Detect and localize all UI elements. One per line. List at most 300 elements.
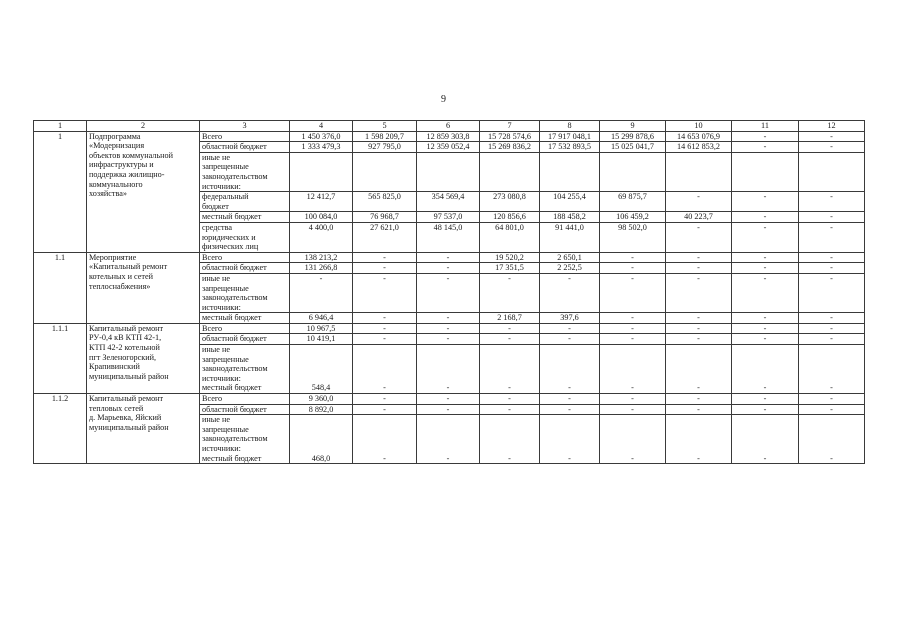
value-cell xyxy=(732,152,799,191)
value-cell xyxy=(732,273,799,312)
funding-source xyxy=(200,345,290,394)
cell-value: 40 223,7 xyxy=(684,212,713,222)
value-cell xyxy=(666,212,732,223)
text-line: иные не xyxy=(202,415,230,425)
cell-value: - xyxy=(383,263,386,273)
value-cell xyxy=(600,131,666,142)
value-cell xyxy=(417,252,480,263)
value-cell xyxy=(353,142,417,153)
cell-value: - xyxy=(446,263,450,273)
cell-value: - xyxy=(508,383,511,393)
cell-value: 76 968,7 xyxy=(370,212,399,222)
text-line: источники: xyxy=(202,181,241,191)
value-cell xyxy=(417,152,480,191)
value-cell xyxy=(600,394,666,405)
cell-value xyxy=(542,153,597,163)
cell-value: - xyxy=(446,394,450,404)
value-cell xyxy=(417,394,480,405)
cell-value: - xyxy=(383,404,386,414)
row-number: 1 xyxy=(34,131,87,252)
cell-value: - xyxy=(830,323,833,333)
value-cell xyxy=(666,192,732,212)
cell-value: - xyxy=(697,383,700,393)
value-cell xyxy=(290,313,353,324)
cell-value: - xyxy=(446,453,450,463)
cell-value: - xyxy=(631,323,634,333)
value-cell xyxy=(540,313,600,324)
text-line: областной бюджет xyxy=(202,404,267,414)
funding-source xyxy=(200,415,290,464)
cell-value: - xyxy=(631,383,634,393)
budget-table xyxy=(33,120,865,464)
cell-value xyxy=(734,153,796,163)
value-cell xyxy=(600,212,666,223)
value-cell xyxy=(600,142,666,153)
text-line: «Капитальный ремонт xyxy=(89,262,168,272)
cell-value: - xyxy=(830,192,833,202)
value-cell xyxy=(290,192,353,212)
cell-value: - xyxy=(830,142,833,152)
text-line: Всего xyxy=(202,252,223,262)
cell-value: - xyxy=(508,394,511,404)
value-cell xyxy=(480,334,540,345)
value-cell xyxy=(540,404,600,415)
cell-value: - xyxy=(763,131,767,141)
cell-value: - xyxy=(830,131,833,141)
cell-value: 15 728 574,6 xyxy=(488,131,531,141)
value-cell xyxy=(540,142,600,153)
cell-value: - xyxy=(830,394,833,404)
funding-source xyxy=(200,142,290,153)
program-name xyxy=(87,394,200,464)
cell-value: - xyxy=(763,404,767,414)
cell-value: - xyxy=(446,273,450,283)
value-cell xyxy=(799,212,865,223)
text-line: теплоснабжения» xyxy=(89,281,151,291)
text-line: источники: xyxy=(202,444,241,453)
value-cell xyxy=(799,345,865,394)
funding-source xyxy=(200,252,290,263)
value-cell xyxy=(290,263,353,274)
column-header: 9 xyxy=(600,121,666,132)
text-line: хозяйства» xyxy=(89,189,127,199)
text-line: инфраструктуры и xyxy=(89,160,154,170)
value-cell xyxy=(540,273,600,312)
cell-value: - xyxy=(508,323,511,333)
value-cell xyxy=(732,131,799,142)
cell-value: 138 213,2 xyxy=(304,252,338,262)
cell-value: 273 080,8 xyxy=(493,192,526,202)
value-cell xyxy=(799,415,865,464)
cell-value: 97 537,0 xyxy=(433,212,463,222)
value-cell xyxy=(600,415,666,464)
value-cell xyxy=(480,415,540,464)
value-cell xyxy=(666,263,732,274)
value-cell xyxy=(799,192,865,212)
cell-value: - xyxy=(697,323,700,333)
header-row xyxy=(34,121,865,132)
value-cell xyxy=(290,222,353,252)
value-cell xyxy=(666,323,732,334)
value-cell xyxy=(600,263,666,274)
text-line: областной бюджет xyxy=(202,263,267,273)
value-cell xyxy=(290,323,353,334)
cell-value: 2 252,5 xyxy=(557,263,582,273)
value-cell xyxy=(480,394,540,405)
cell-value: - xyxy=(568,334,571,344)
value-cell xyxy=(353,404,417,415)
cell-value: - xyxy=(697,222,700,232)
column-header: 2 xyxy=(87,121,200,132)
text-line: Всего xyxy=(202,131,223,141)
cell-value: - xyxy=(383,394,386,404)
value-cell xyxy=(540,345,600,394)
text-line: иные не xyxy=(202,273,230,283)
cell-value: 15 025 041,7 xyxy=(611,142,654,152)
cell-value: 19 520,2 xyxy=(495,252,524,262)
value-cell xyxy=(799,273,865,312)
cell-value: - xyxy=(830,263,833,273)
cell-value: 17 532 893,5 xyxy=(548,142,591,152)
cell-value: - xyxy=(830,334,833,344)
cell-value: - xyxy=(383,273,386,283)
value-cell xyxy=(353,394,417,405)
text-line: местный бюджет xyxy=(202,212,262,222)
cell-value: - xyxy=(631,453,634,463)
cell-value xyxy=(482,153,537,163)
cell-value: 17 351,5 xyxy=(495,263,524,273)
value-cell xyxy=(600,273,666,312)
funding-source xyxy=(200,394,290,405)
funding-source xyxy=(200,192,290,212)
value-cell xyxy=(600,334,666,345)
cell-value: 8 892,0 xyxy=(308,404,334,414)
value-cell xyxy=(799,313,865,324)
cell-value: 1 333 479,3 xyxy=(301,142,341,152)
cell-value: - xyxy=(763,323,767,333)
value-cell xyxy=(732,313,799,324)
value-cell xyxy=(480,192,540,212)
value-cell xyxy=(353,263,417,274)
cell-value xyxy=(355,153,414,163)
cell-value: 27 621,0 xyxy=(370,222,399,232)
value-cell xyxy=(353,334,417,345)
value-cell xyxy=(600,313,666,324)
value-cell xyxy=(600,323,666,334)
value-cell xyxy=(732,263,799,274)
cell-value: - xyxy=(446,404,450,414)
value-cell xyxy=(732,142,799,153)
text-line: местный бюджет xyxy=(202,383,262,393)
value-cell xyxy=(417,415,480,464)
value-cell xyxy=(799,323,865,334)
text-line: Мероприятие xyxy=(89,252,137,262)
value-cell xyxy=(666,345,732,394)
column-header: 12 xyxy=(799,121,865,132)
cell-value: 17 917 048,1 xyxy=(548,131,591,141)
text-line: источники: xyxy=(202,373,241,383)
text-line: РУ-0,4 кВ КТП 42-1, xyxy=(89,333,162,343)
value-cell xyxy=(417,323,480,334)
cell-value: 48 145,0 xyxy=(433,222,463,232)
value-cell xyxy=(480,222,540,252)
value-cell xyxy=(666,394,732,405)
cell-value: - xyxy=(697,313,700,323)
value-cell xyxy=(732,345,799,394)
text-line: Всего xyxy=(202,323,223,333)
value-cell xyxy=(540,252,600,263)
cell-value: 14 612 853,2 xyxy=(677,142,720,152)
value-cell xyxy=(666,252,732,263)
value-cell xyxy=(799,394,865,405)
value-cell xyxy=(353,131,417,142)
cell-value: 397,6 xyxy=(560,313,579,323)
cell-value: - xyxy=(568,383,571,393)
value-cell xyxy=(480,252,540,263)
cell-value: 1 598 209,7 xyxy=(365,131,404,141)
value-cell xyxy=(540,212,600,223)
value-cell xyxy=(600,404,666,415)
funding-source xyxy=(200,131,290,142)
text-line: иные не xyxy=(202,152,230,162)
funding-source xyxy=(200,263,290,274)
value-cell xyxy=(290,252,353,263)
cell-value: - xyxy=(568,394,571,404)
value-cell xyxy=(353,323,417,334)
cell-value: - xyxy=(446,334,450,344)
value-cell xyxy=(540,263,600,274)
column-header: 6 xyxy=(417,121,480,132)
cell-value: 104 255,4 xyxy=(553,192,586,202)
value-cell xyxy=(732,334,799,345)
value-cell xyxy=(417,222,480,252)
value-cell xyxy=(417,192,480,212)
table-row xyxy=(34,252,865,263)
text-line: запрещенные xyxy=(202,283,249,293)
text-line: средства xyxy=(202,222,233,232)
value-cell xyxy=(732,394,799,405)
value-cell xyxy=(799,263,865,274)
cell-value: - xyxy=(830,222,833,232)
cell-value: 354 569,4 xyxy=(431,192,465,202)
value-cell xyxy=(600,192,666,212)
cell-value: 12 359 052,4 xyxy=(426,142,470,152)
value-cell xyxy=(540,334,600,345)
cell-value: 565 825,0 xyxy=(368,192,401,202)
text-line: источники: xyxy=(202,302,241,312)
column-header: 10 xyxy=(666,121,732,132)
text-line: КТП 42-2 котельной xyxy=(89,343,160,353)
funding-source xyxy=(200,334,290,345)
value-cell xyxy=(799,404,865,415)
cell-value: - xyxy=(763,192,767,202)
cell-value: 69 875,7 xyxy=(618,192,647,202)
value-cell xyxy=(600,345,666,394)
cell-value: 91 441,0 xyxy=(555,222,584,232)
value-cell xyxy=(480,345,540,394)
text-line: областной бюджет xyxy=(202,142,267,152)
cell-value: 468,0 xyxy=(311,453,331,463)
value-cell xyxy=(353,313,417,324)
cell-value xyxy=(419,153,477,163)
cell-value: - xyxy=(319,273,323,283)
value-cell xyxy=(540,222,600,252)
text-line: законодательством xyxy=(202,364,268,374)
cell-value: - xyxy=(383,383,386,393)
value-cell xyxy=(480,404,540,415)
column-header: 7 xyxy=(480,121,540,132)
value-cell xyxy=(799,131,865,142)
cell-value: - xyxy=(830,404,833,414)
value-cell xyxy=(480,263,540,274)
value-cell xyxy=(480,323,540,334)
value-cell xyxy=(290,142,353,153)
program-name xyxy=(87,131,200,252)
page-number: 9 xyxy=(441,94,446,105)
value-cell xyxy=(353,252,417,263)
text-line: физических лиц xyxy=(202,242,259,252)
cell-value: - xyxy=(763,263,767,273)
text-line: бюджет xyxy=(202,201,229,211)
cell-value: - xyxy=(697,394,700,404)
value-cell xyxy=(666,152,732,191)
text-line: иные не xyxy=(202,345,230,355)
text-line: запрещенные xyxy=(202,162,249,172)
cell-value xyxy=(668,153,729,163)
text-line: тепловых сетей xyxy=(89,403,144,413)
cell-value: 548,4 xyxy=(311,383,331,393)
value-cell xyxy=(600,252,666,263)
cell-value xyxy=(292,153,350,163)
cell-value: - xyxy=(830,273,833,283)
text-line: «Модернизация xyxy=(89,141,145,151)
cell-value: - xyxy=(631,334,634,344)
cell-value: 4 400,0 xyxy=(308,222,334,232)
cell-value: - xyxy=(631,273,634,283)
value-cell xyxy=(799,222,865,252)
column-header: 1 xyxy=(34,121,87,132)
funding-source xyxy=(200,152,290,191)
cell-value: - xyxy=(508,273,511,283)
cell-value: - xyxy=(697,334,700,344)
cell-value: - xyxy=(631,404,634,414)
value-cell xyxy=(290,131,353,142)
value-cell xyxy=(732,252,799,263)
text-line: Крапивинский xyxy=(89,362,140,372)
column-header: 11 xyxy=(732,121,799,132)
value-cell xyxy=(417,212,480,223)
cell-value: 2 650,1 xyxy=(557,252,582,262)
cell-value: - xyxy=(446,252,450,262)
cell-value: - xyxy=(631,252,634,262)
value-cell xyxy=(353,222,417,252)
text-line: объектов коммунальной xyxy=(89,150,173,160)
cell-value: - xyxy=(763,313,767,323)
cell-value: 1 450 376,0 xyxy=(301,131,341,141)
value-cell xyxy=(732,192,799,212)
cell-value: 12 859 303,8 xyxy=(426,131,470,141)
cell-value: - xyxy=(763,252,767,262)
value-cell xyxy=(417,131,480,142)
funding-source xyxy=(200,212,290,223)
column-header: 3 xyxy=(200,121,290,132)
value-cell xyxy=(417,404,480,415)
cell-value: - xyxy=(830,252,833,262)
value-cell xyxy=(732,404,799,415)
value-cell xyxy=(353,192,417,212)
cell-value: - xyxy=(383,453,386,463)
cell-value: 927 795,0 xyxy=(368,142,401,152)
value-cell xyxy=(600,222,666,252)
cell-value: - xyxy=(568,404,571,414)
cell-value: - xyxy=(830,313,833,323)
cell-value: - xyxy=(697,404,700,414)
value-cell xyxy=(540,394,600,405)
cell-value: 9 360,0 xyxy=(308,394,334,404)
value-cell xyxy=(540,131,600,142)
value-cell xyxy=(799,142,865,153)
value-cell xyxy=(480,131,540,142)
text-line: Подпрограмма xyxy=(89,131,141,141)
cell-value: - xyxy=(446,313,450,323)
table-row xyxy=(34,394,865,405)
value-cell xyxy=(417,263,480,274)
value-cell xyxy=(290,273,353,312)
value-cell xyxy=(417,313,480,324)
cell-value xyxy=(801,153,862,163)
cell-value: 10 419,1 xyxy=(306,334,336,344)
value-cell xyxy=(540,323,600,334)
cell-value: 131 266,8 xyxy=(304,263,338,273)
value-cell xyxy=(353,273,417,312)
cell-value: - xyxy=(508,404,511,414)
value-cell xyxy=(799,334,865,345)
cell-value: - xyxy=(763,334,767,344)
column-header: 4 xyxy=(290,121,353,132)
value-cell xyxy=(480,152,540,191)
value-cell xyxy=(666,313,732,324)
value-cell xyxy=(290,404,353,415)
row-number: 1.1 xyxy=(34,252,87,323)
text-line: местный бюджет xyxy=(202,313,262,323)
cell-value: - xyxy=(568,273,571,283)
program-name xyxy=(87,252,200,323)
cell-value: - xyxy=(383,252,386,262)
text-line: поддержка жилищно- xyxy=(89,169,165,179)
cell-value: 106 459,2 xyxy=(616,212,649,222)
value-cell xyxy=(666,222,732,252)
value-cell xyxy=(417,142,480,153)
cell-value: - xyxy=(697,453,700,463)
value-cell xyxy=(540,192,600,212)
cell-value: - xyxy=(763,212,767,222)
cell-value: - xyxy=(446,323,450,333)
value-cell xyxy=(666,404,732,415)
cell-value: 2 168,7 xyxy=(497,313,522,323)
text-line: котельных и сетей xyxy=(89,271,153,281)
cell-value: - xyxy=(446,383,450,393)
funding-source xyxy=(200,222,290,252)
text-line: Всего xyxy=(202,394,223,404)
value-cell xyxy=(666,131,732,142)
value-cell xyxy=(353,152,417,191)
cell-value: - xyxy=(568,453,571,463)
value-cell xyxy=(480,273,540,312)
cell-value: - xyxy=(508,453,511,463)
text-line: д. Марьевка, Яйский xyxy=(89,413,162,423)
value-cell xyxy=(290,345,353,394)
value-cell xyxy=(799,152,865,191)
